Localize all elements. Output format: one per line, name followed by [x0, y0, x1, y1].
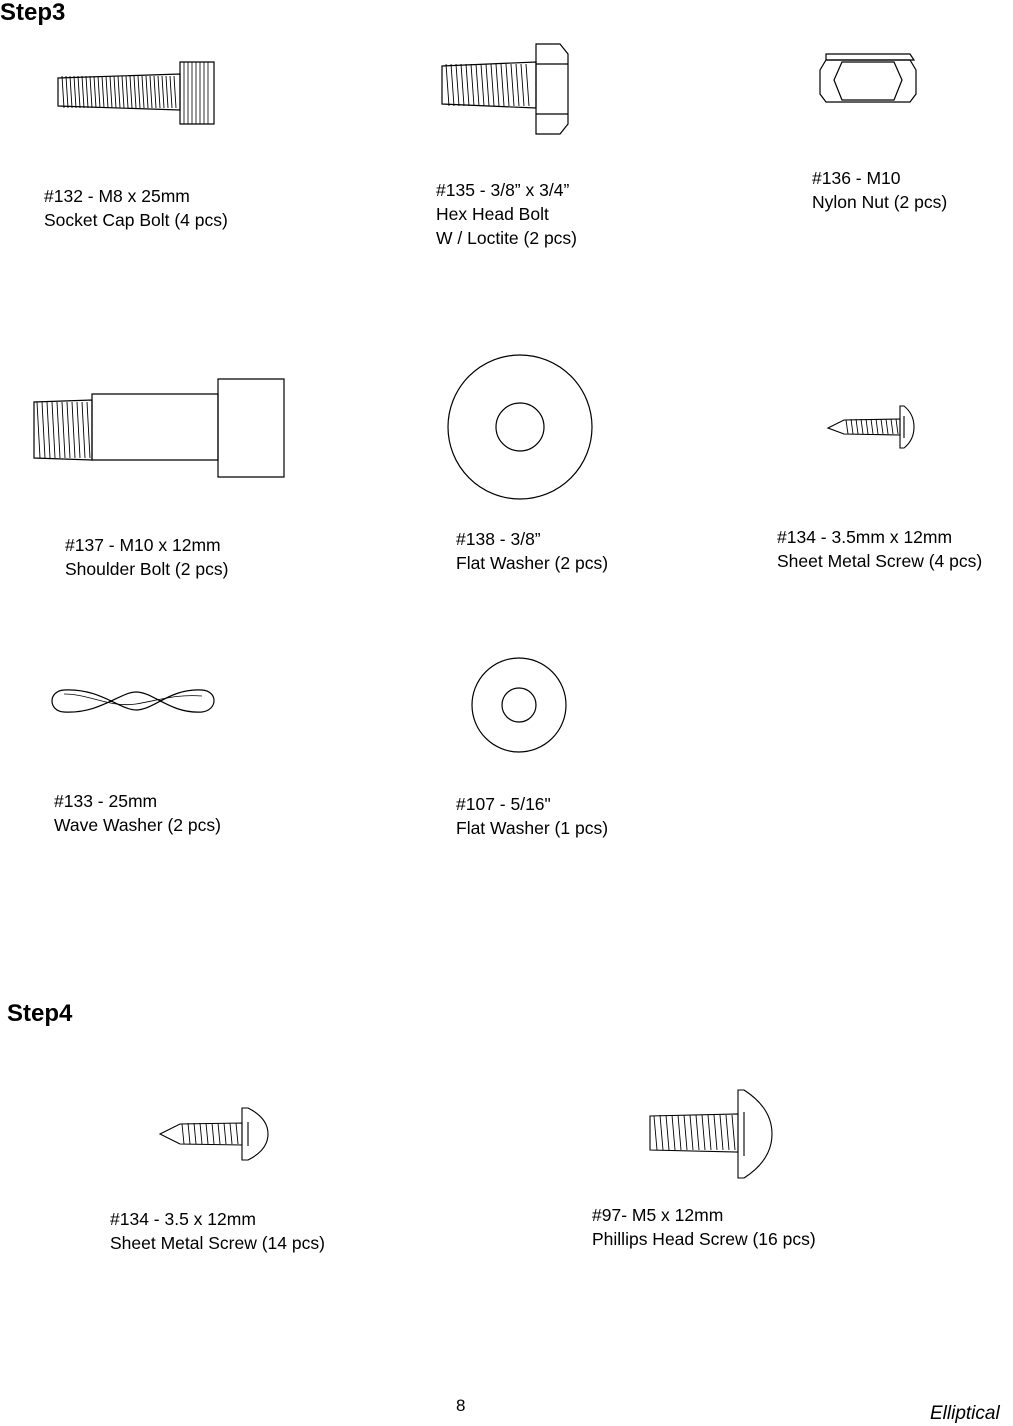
part-135-label	[436, 178, 577, 250]
part-132-label	[44, 184, 228, 232]
page-number: 8	[456, 1396, 466, 1415]
sheet-metal-screw-icon	[158, 1106, 276, 1162]
part-134-step3-number: #134 - 3.5mm x 12mm	[777, 527, 953, 547]
part-132-number: #132 - M8 x 25mm	[44, 186, 190, 206]
part-133-number: #133 - 25mm	[54, 791, 158, 811]
part-135-note: W / Loctite (2 pcs)	[436, 228, 578, 248]
part-132-name: Socket Cap Bolt (4 pcs)	[44, 210, 228, 230]
part-107-number: #107 - 5/16"	[456, 794, 551, 814]
part-97-label	[592, 1203, 816, 1251]
product-name: Elliptical	[930, 1403, 1000, 1424]
small-flat-washer-icon	[470, 656, 568, 754]
part-97-number: #97- M5 x 12mm	[592, 1205, 724, 1225]
nylon-nut-icon	[818, 52, 920, 106]
part-137-name: Shoulder Bolt (2 pcs)	[65, 559, 229, 579]
step4-heading: Step4	[7, 1000, 73, 1027]
part-97-name: Phillips Head Screw (16 pcs)	[592, 1229, 816, 1249]
part-136-number: #136 - M10	[812, 168, 901, 188]
step3-heading: Step3	[0, 0, 66, 26]
socket-cap-bolt-icon	[56, 58, 220, 128]
wave-washer-icon	[50, 684, 218, 718]
part-135-name: Hex Head Bolt	[436, 204, 549, 224]
part-138-number: #138 - 3/8”	[456, 529, 541, 549]
part-136-label	[812, 166, 947, 214]
part-133-label	[54, 789, 221, 837]
phillips-head-screw-icon	[648, 1088, 778, 1182]
part-107-name: Flat Washer (1 pcs)	[456, 818, 609, 838]
part-134-step3-label	[777, 525, 982, 573]
part-138-label	[456, 527, 608, 575]
part-138-name: Flat Washer (2 pcs)	[456, 553, 609, 573]
shoulder-bolt-icon	[32, 378, 290, 482]
hex-head-bolt-icon	[440, 42, 572, 136]
part-134-step4-name: Sheet Metal Screw (14 pcs)	[110, 1233, 325, 1253]
part-134-step3-name: Sheet Metal Screw (4 pcs)	[777, 551, 983, 571]
part-135-number: #135 - 3/8” x 3/4”	[436, 180, 570, 200]
part-136-name: Nylon Nut (2 pcs)	[812, 192, 948, 212]
part-133-name: Wave Washer (2 pcs)	[54, 815, 221, 835]
flat-washer-icon	[446, 353, 594, 501]
part-134-step4-number: #134 - 3.5 x 12mm	[110, 1209, 256, 1229]
part-107-label	[456, 792, 608, 840]
sheet-metal-screw-icon	[826, 402, 916, 450]
part-137-label	[65, 533, 228, 581]
part-137-number: #137 - M10 x 12mm	[65, 535, 221, 555]
part-134-step4-label	[110, 1207, 325, 1255]
